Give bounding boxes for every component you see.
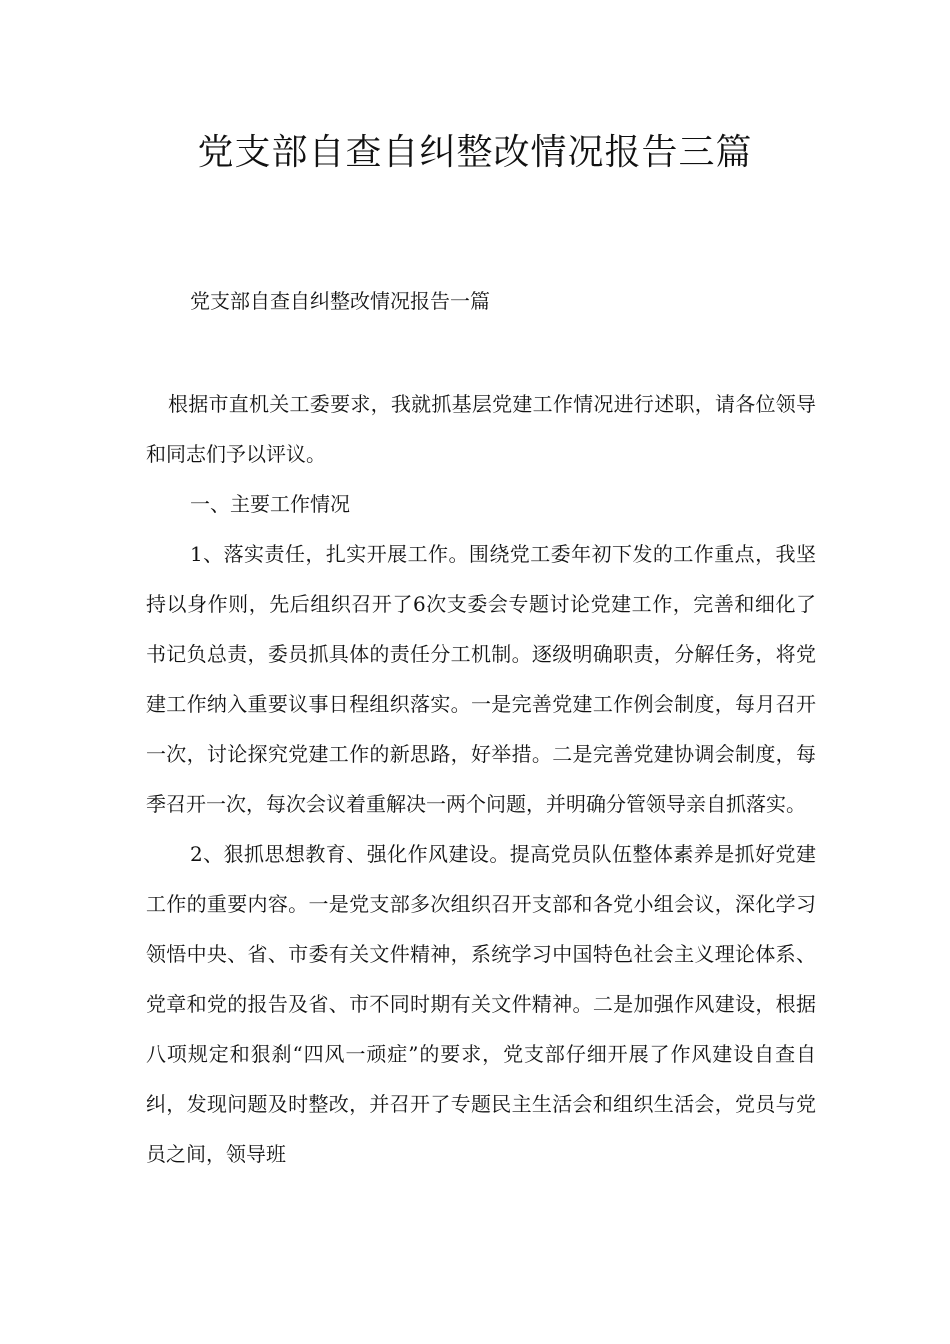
document-subtitle: 党支部自查自纠整改情况报告一篇 (190, 289, 490, 313)
body-paragraph: 1、落实责任，扎实开展工作。围绕党工委年初下发的工作重点，我坚持以身作则，先后组织召开了6次支委会专题讨论党建工作，完善和细化了书记负总责，委员抓具体的责任分工机制。逐级明确职责，分解任务，将党建工作纳入重要议事日程组织落实。一是完善党建工作例会制度，每月召开一次，讨论探究党建工作的新思路，好举措。二是完善党建协调会制度，每季召开一次，每次会议着重解决一两个问题，并明确分管领导亲自抓落实。 (146, 542, 816, 816)
section-heading: 一、主要工作情况 (190, 492, 350, 516)
document-body (146, 379, 816, 1179)
body-paragraph: 2、狠抓思想教育、强化作风建设。提高党员队伍整体素养是抓好党建工作的重要内容。一是党支部多次组织召开支部和各党小组会议，深化学习领悟中央、省、市委有关文件精神，系统学习中国特色社会主义理论体系、党章和党的报告及省、市不同时期有关文件精神。二是加强作风建设，根据八项规定和狠刹“四风一顽症”的要求，党支部仔细开展了作风建设自查自纠，发现问题及时整改，并召开了专题民主生活会和组织生活会，党员与党员之间，领导班 (146, 842, 816, 1166)
document-title: 党支部自查自纠整改情况报告三篇 (197, 132, 753, 173)
intro-paragraph: 根据市直机关工委要求，我就抓基层党建工作情况进行述职，请各位领导和同志们予以评议。 (146, 392, 816, 466)
